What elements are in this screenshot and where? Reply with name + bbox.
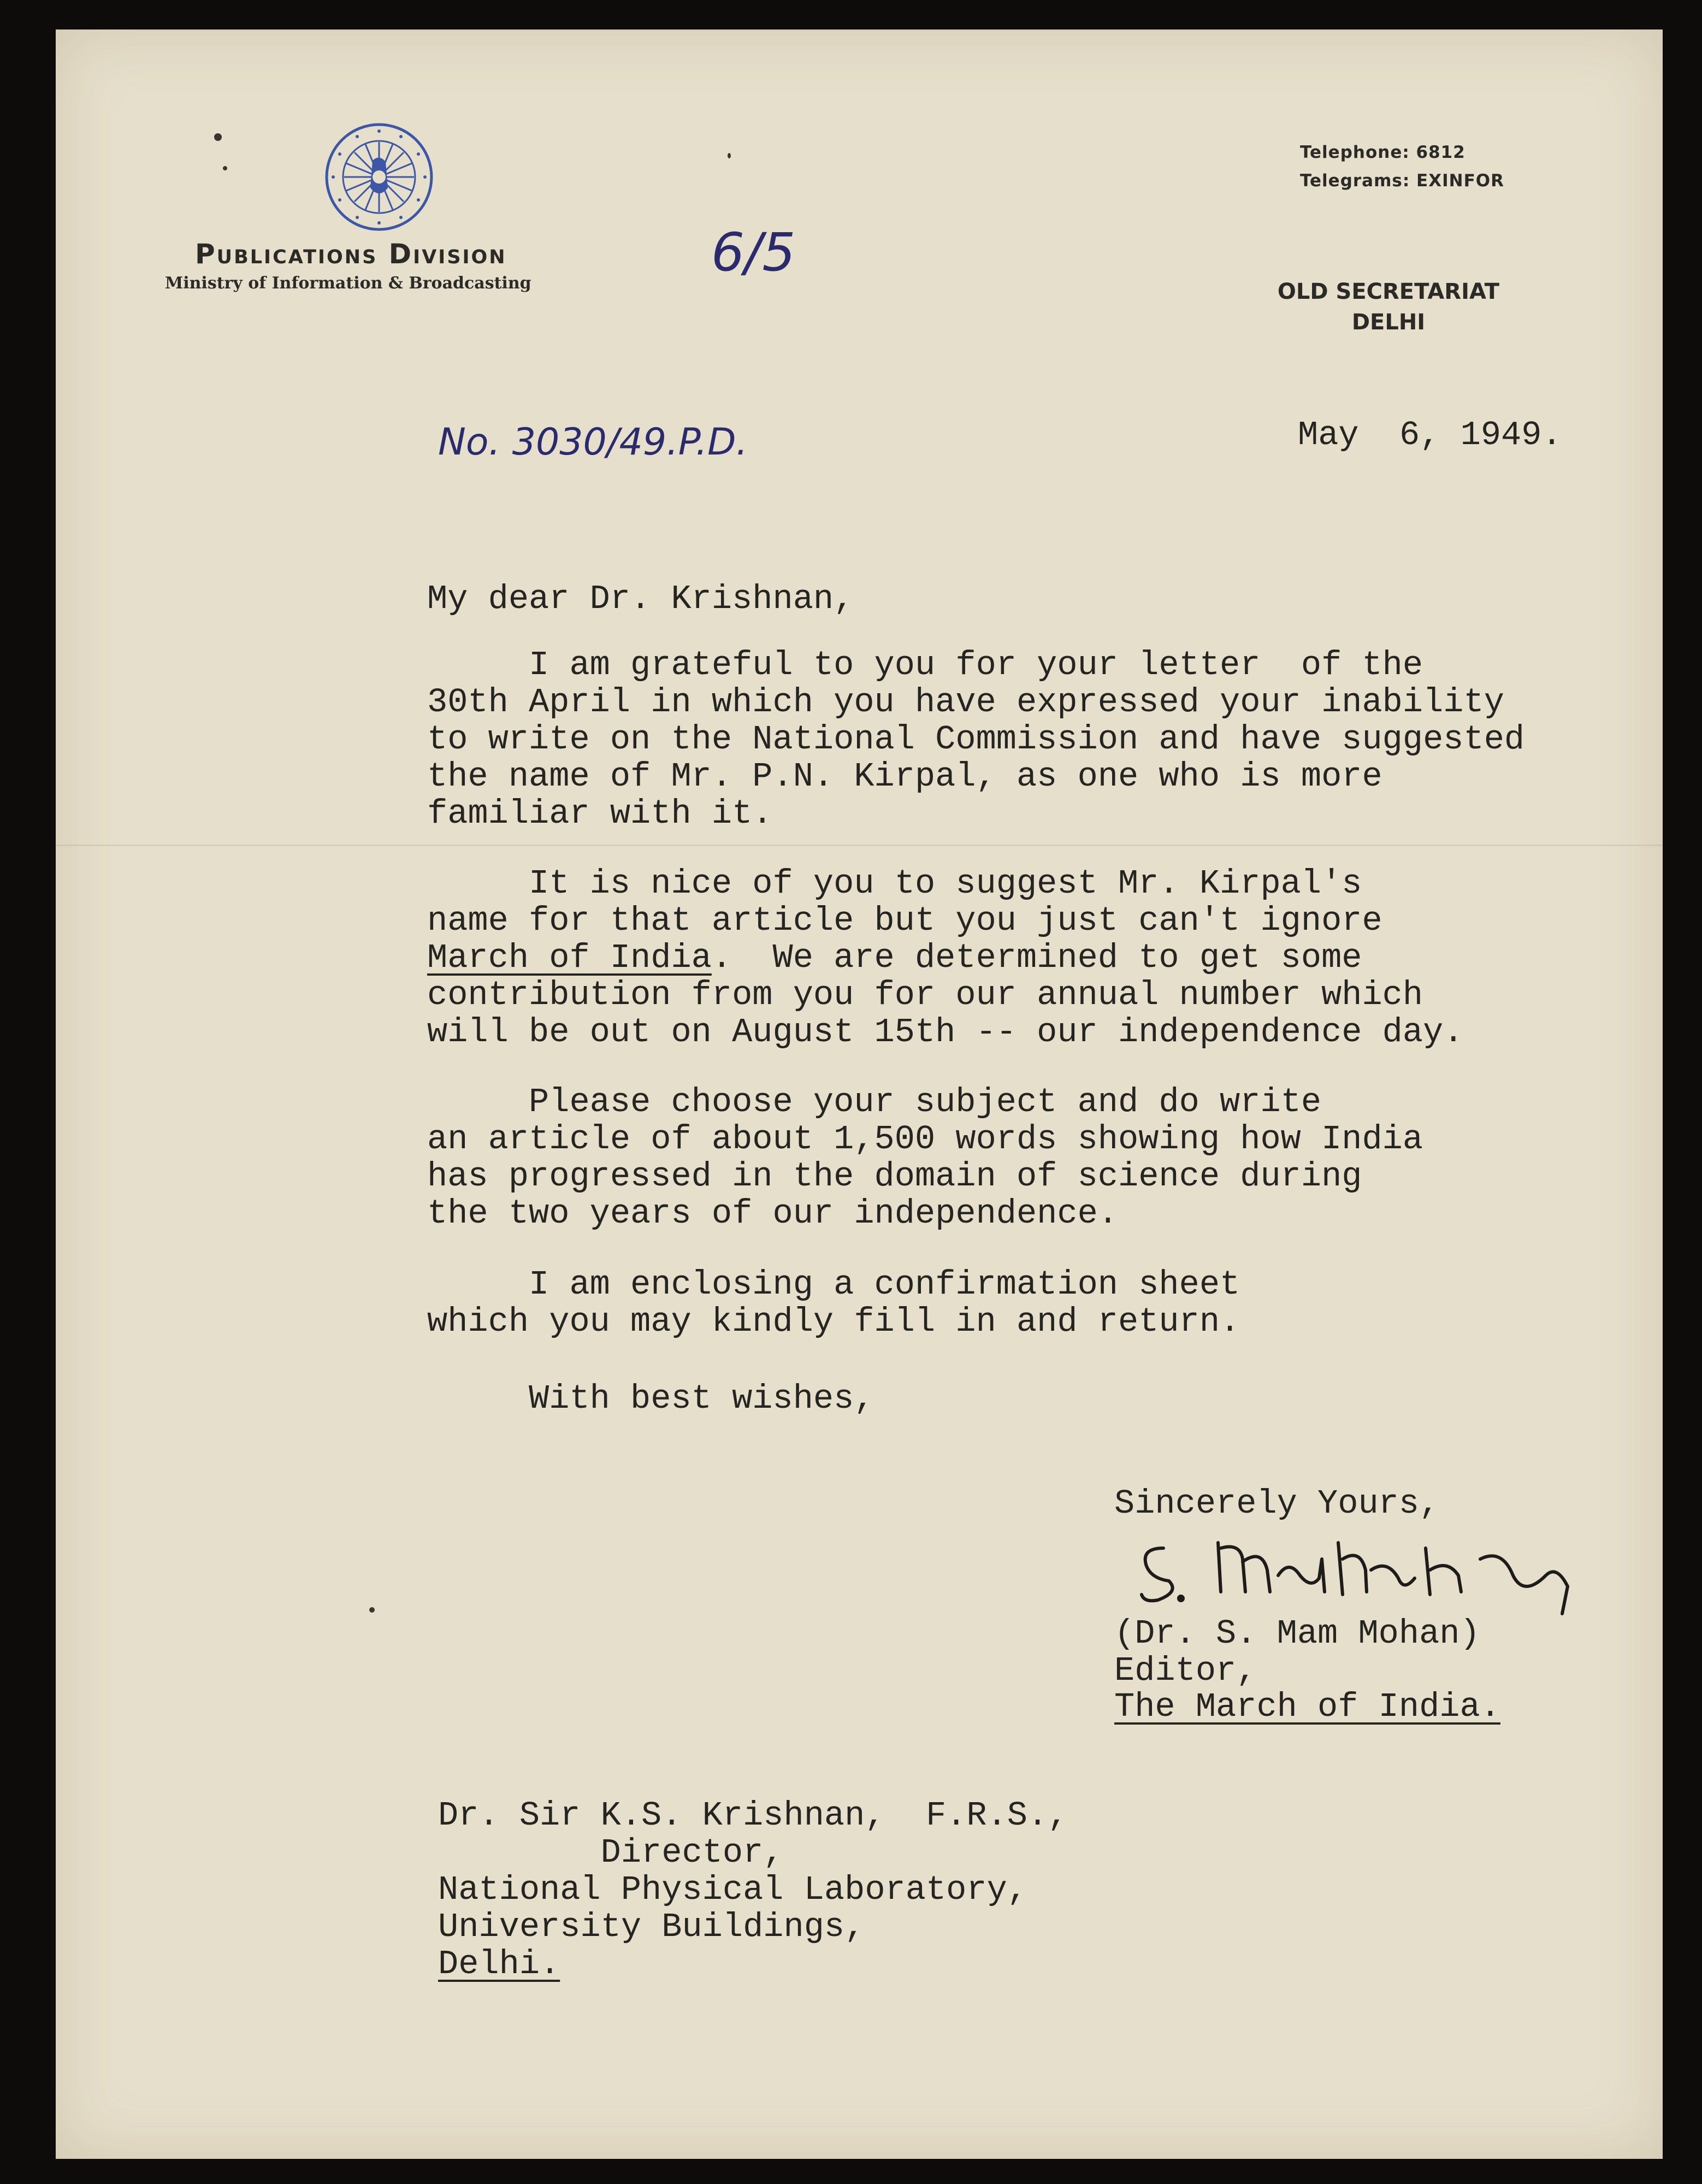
signer-title: Editor, — [1114, 1651, 1257, 1690]
handwritten-page-mark: 6/5 — [711, 222, 796, 283]
letter-date: May 6, 1949. — [1298, 416, 1562, 454]
paper-fold-line — [56, 845, 1663, 846]
recipient-address — [438, 1797, 1068, 1983]
ministry-name: Ministry of Information & Broadcasting — [165, 274, 531, 293]
salutation: My dear Dr. Krishnan, — [427, 580, 854, 618]
closing-wishes: With best wishes, — [427, 1379, 874, 1418]
paragraph-2 — [427, 865, 1464, 1051]
recipient-line-4: University Buildings, — [438, 1908, 865, 1946]
office-line-2: DELHI — [1351, 310, 1426, 335]
handwritten-reference-number: No. 3030/49.P.D. — [438, 421, 748, 464]
handwritten-signature — [1131, 1526, 1579, 1619]
signer-name: (Dr. S. Mam Mohan) — [1114, 1614, 1480, 1653]
signature-text: S. Mam Mohan — [1131, 1526, 1134, 1527]
publications-division-emblem-icon — [324, 122, 434, 232]
paper-speck — [728, 153, 731, 158]
recipient-line-3: National Physical Laboratory, — [438, 1870, 1027, 1909]
paragraph-2-tail: contribution from you for our annual number which will be out on August 15th -- our independence day. — [427, 976, 1464, 1052]
recipient-line-1: Dr. Sir K.S. Krishnan, F.R.S., — [438, 1796, 1068, 1835]
division-name: Publications Division — [195, 238, 507, 270]
signer-publication: The March of India. — [1114, 1687, 1500, 1726]
letter-sheet — [56, 29, 1663, 2159]
paragraph-2-line-3: . We are determined to get some — [711, 938, 1362, 977]
paper-speck — [214, 133, 222, 141]
paper-speck — [223, 166, 227, 170]
paragraph-3: Please choose your subject and do write an article of about 1,500 words showing how India has progressed in the domain of science during the two years of our independence. — [427, 1083, 1423, 1233]
recipient-line-2: Director, — [438, 1833, 784, 1872]
telegram-address: Telegrams: EXINFOR — [1300, 171, 1505, 191]
office-line-1: OLD SECRETARIAT — [1277, 279, 1500, 304]
paragraph-1: I am grateful to you for your letter of the 30th April in which you have expressed your inability to write on the National Commission and have suggested the name of Mr. P.N. Kirpal, as one who is more familiar with it. — [427, 646, 1525, 833]
publication-title-underlined: March of India — [427, 938, 712, 977]
sign-off: Sincerely Yours, — [1114, 1484, 1440, 1523]
paper-speck — [369, 1607, 375, 1613]
paragraph-4: I am enclosing a confirmation sheet which you may kindly fill in and return. — [427, 1265, 1240, 1341]
office-address — [1268, 276, 1509, 338]
telephone-number: Telephone: 6812 — [1300, 143, 1465, 162]
paragraph-2-line-2: name for that article but you just can't ignore — [427, 901, 1382, 940]
paragraph-2-line-1: It is nice of you to suggest Mr. Kirpal's — [427, 864, 1362, 903]
recipient-line-5: Delhi. — [438, 1945, 560, 1984]
